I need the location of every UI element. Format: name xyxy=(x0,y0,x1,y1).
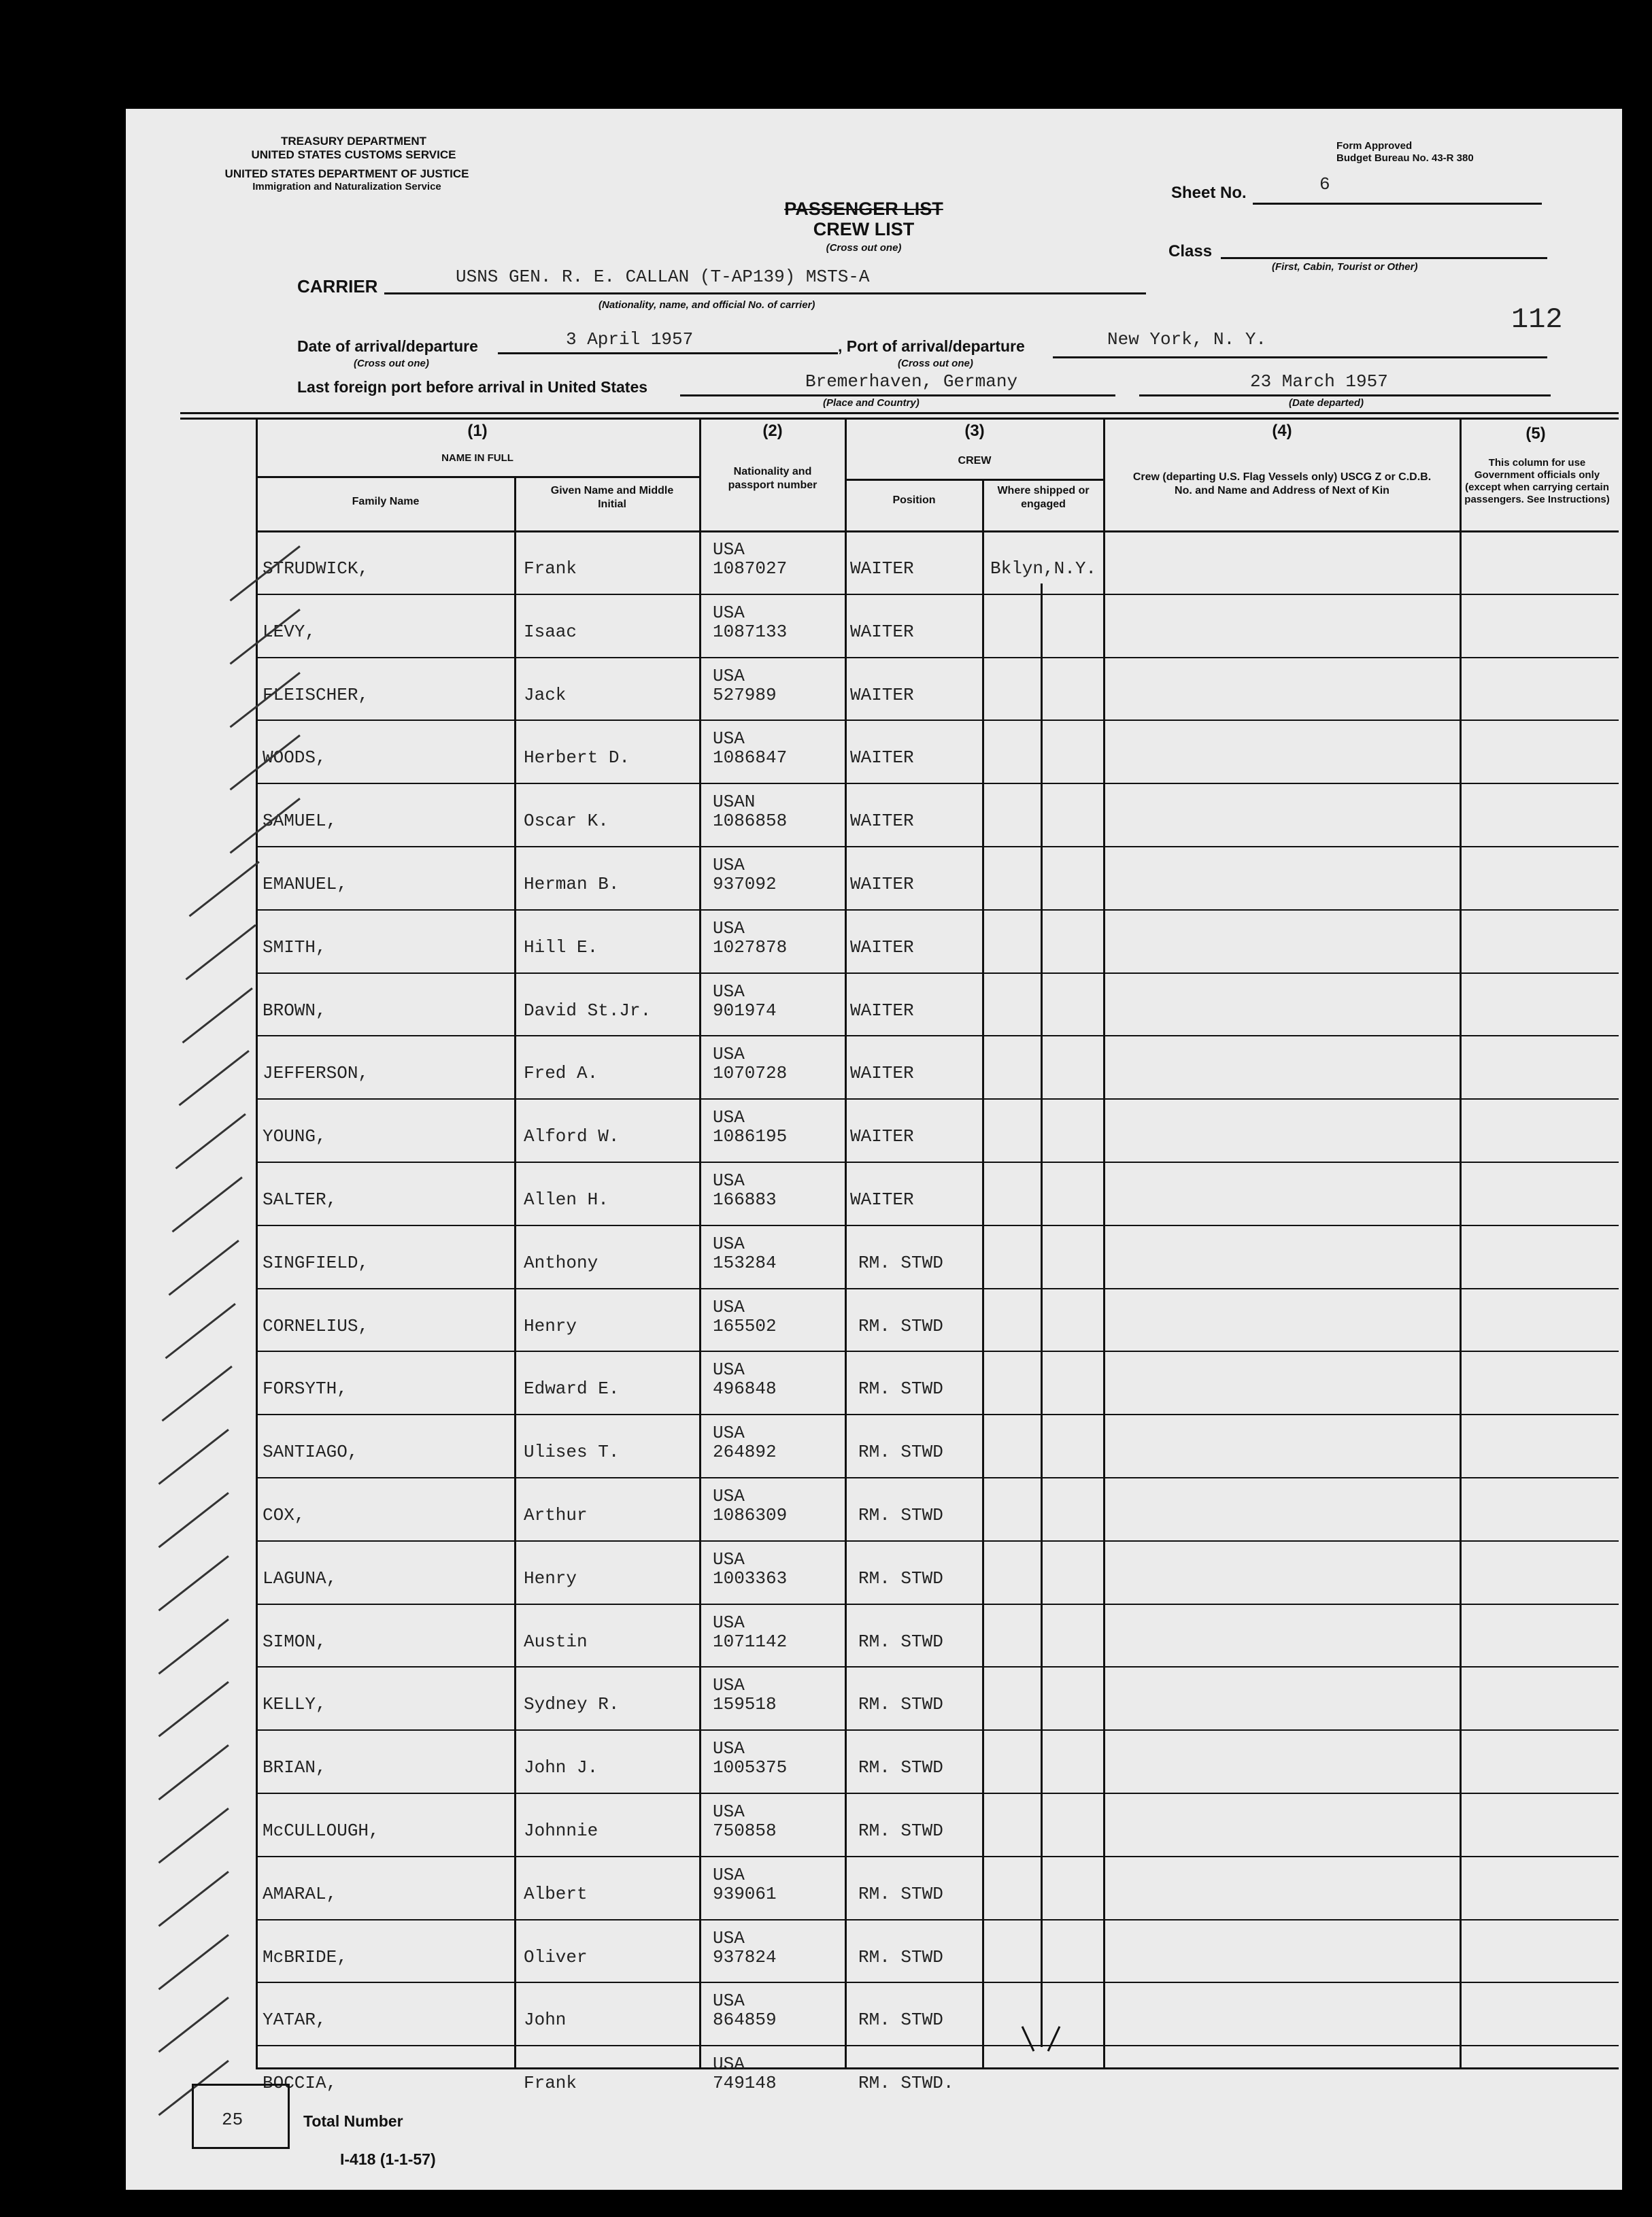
family-name: LEVY, xyxy=(263,622,316,642)
col1a-header: Family Name xyxy=(352,496,420,507)
passport-number: 1005375 xyxy=(713,1757,788,1778)
last-port-label: Last foreign port before arrival in United States xyxy=(297,378,648,396)
family-name: YOUNG, xyxy=(263,1126,326,1147)
family-name: STRUDWICK, xyxy=(263,558,369,579)
title-crew-list: CREW LIST xyxy=(813,219,915,239)
agency-line-3: UNITED STATES DEPARTMENT OF JUSTICE xyxy=(224,167,469,180)
passport-number: 1086858 xyxy=(713,811,788,831)
nationality: USA xyxy=(713,918,745,938)
nationality: USA xyxy=(713,1297,745,1317)
passport-number: 937092 xyxy=(713,874,777,894)
nationality: USA xyxy=(713,1928,745,1948)
total-value: 25 xyxy=(222,2110,243,2130)
nationality: USA xyxy=(713,728,745,749)
row-rule xyxy=(256,594,1619,595)
ditto-arrow-line xyxy=(1041,583,1043,2047)
col1b-header: Given Name and Middle Initial xyxy=(550,485,674,510)
nationality: USA xyxy=(713,1486,745,1506)
position: WAITER xyxy=(850,622,914,642)
table-vline-left xyxy=(256,418,258,2069)
row-rule xyxy=(256,1793,1619,1794)
row-rule xyxy=(256,1729,1619,1731)
given-name: Henry xyxy=(524,1316,577,1336)
position: RM. STWD xyxy=(858,1316,943,1336)
position: RM. STWD xyxy=(858,2010,943,2030)
position: WAITER xyxy=(850,1126,914,1147)
table-vline-2-3 xyxy=(845,418,847,2069)
given-name: Ulises T. xyxy=(524,1442,620,1462)
col3b-header: Where shipped or engaged xyxy=(997,485,1090,510)
passport-number: 1071142 xyxy=(713,1631,788,1652)
passport-number: 1087133 xyxy=(713,622,788,642)
position: RM. STWD xyxy=(858,1568,943,1589)
nationality: USA xyxy=(713,1234,745,1254)
family-name: AMARAL, xyxy=(263,1884,337,1904)
family-name: FORSYTH, xyxy=(263,1378,348,1399)
table-bottom-rule xyxy=(256,2067,1619,2069)
position: RM. STWD xyxy=(858,1821,943,1841)
passport-number: 750858 xyxy=(713,1821,777,1841)
nationality: USA xyxy=(713,1107,745,1128)
row-rule xyxy=(256,1604,1619,1605)
family-name: McBRIDE, xyxy=(263,1947,348,1967)
passport-number: 1086195 xyxy=(713,1126,788,1147)
position: RM. STWD xyxy=(858,1757,943,1778)
date-departed-underline xyxy=(1139,394,1551,396)
position: WAITER xyxy=(850,811,914,831)
row-rule xyxy=(256,1288,1619,1289)
passport-number: 901974 xyxy=(713,1000,777,1021)
row-rule xyxy=(256,1351,1619,1352)
position: WAITER xyxy=(850,685,914,705)
position: WAITER xyxy=(850,874,914,894)
passport-number: 1087027 xyxy=(713,558,788,579)
family-name: SINGFIELD, xyxy=(263,1253,369,1273)
family-name: McCULLOUGH, xyxy=(263,1821,380,1841)
row-rule xyxy=(256,1225,1619,1226)
date-departed-note: (Date departed) xyxy=(1289,397,1364,409)
title-struck: PASSENGER LIST xyxy=(784,199,943,219)
col1-title: NAME IN FULL xyxy=(441,452,513,464)
nationality: USA xyxy=(713,1044,745,1064)
given-name: Hill E. xyxy=(524,937,599,958)
nationality: USA xyxy=(713,1423,745,1443)
given-name: Anthony xyxy=(524,1253,599,1273)
family-name: BOCCIA, xyxy=(263,2073,337,2093)
total-label: Total Number xyxy=(303,2112,403,2130)
nationality: USA xyxy=(713,603,745,623)
given-name: Edward E. xyxy=(524,1378,620,1399)
position: WAITER xyxy=(850,937,914,958)
port-value: New York, N. Y. xyxy=(1107,329,1267,350)
title-cross-note: (Cross out one) xyxy=(826,242,902,254)
nationality: USA xyxy=(713,1549,745,1570)
budget-bureau: Budget Bureau No. 43-R 380 xyxy=(1336,152,1474,164)
date-departed-value: 23 March 1957 xyxy=(1250,371,1388,392)
position: RM. STWD xyxy=(858,1884,943,1904)
given-name: Sydney R. xyxy=(524,1694,620,1714)
date-note: (Cross out one) xyxy=(354,358,429,369)
family-name: SALTER, xyxy=(263,1189,337,1210)
col3-subheader-rule xyxy=(845,479,1105,481)
date-underline xyxy=(498,352,838,354)
col4-title: Crew (departing U.S. Flag Vessels only) USCG Z or C.D.B. No. and Name and Address of Next of Kin xyxy=(1132,471,1432,496)
family-name: YATAR, xyxy=(263,2010,326,2030)
position: RM. STWD xyxy=(858,1253,943,1273)
row-rule xyxy=(256,1035,1619,1036)
table-vline-4-5 xyxy=(1460,418,1462,2069)
family-name: EMANUEL, xyxy=(263,874,348,894)
position: RM. STWD xyxy=(858,1442,943,1462)
form-approved: Form Approved xyxy=(1336,140,1413,152)
row-rule xyxy=(256,2045,1619,2046)
nationality: USA xyxy=(713,666,745,686)
carrier-note: (Nationality, name, and official No. of carrier) xyxy=(599,299,815,311)
given-name: Herman B. xyxy=(524,874,620,894)
agency-line-2: UNITED STATES CUSTOMS SERVICE xyxy=(251,148,456,161)
shipped-from: Bklyn,N.Y. xyxy=(990,558,1097,579)
last-port-note: (Place and Country) xyxy=(823,397,920,409)
position: WAITER xyxy=(850,558,914,579)
passport-number: 939061 xyxy=(713,1884,777,1904)
agency-line-4: Immigration and Naturalization Service xyxy=(252,181,441,192)
family-name: WOODS, xyxy=(263,747,326,768)
family-name: SMITH, xyxy=(263,937,326,958)
date-label: Date of arrival/departure xyxy=(297,337,478,355)
date-value: 3 April 1957 xyxy=(566,329,694,350)
carrier-underline xyxy=(384,292,1146,294)
given-name: Herbert D. xyxy=(524,747,630,768)
passport-number: 159518 xyxy=(713,1694,777,1714)
table-vline-1-2 xyxy=(699,418,701,2069)
passport-number: 1086847 xyxy=(713,747,788,768)
class-label: Class xyxy=(1168,242,1213,260)
passport-number: 527989 xyxy=(713,685,777,705)
nationality: USA xyxy=(713,1738,745,1759)
row-rule xyxy=(256,1098,1619,1100)
family-name: SAMUEL, xyxy=(263,811,337,831)
given-name: Henry xyxy=(524,1568,577,1589)
passport-number: 937824 xyxy=(713,1947,777,1967)
position: RM. STWD. xyxy=(858,2073,954,2093)
given-name: Austin xyxy=(524,1631,588,1652)
col5-number: (5) xyxy=(1525,424,1546,443)
port-label: , Port of arrival/departure xyxy=(838,337,1025,355)
position: RM. STWD xyxy=(858,1694,943,1714)
given-name: Albert xyxy=(524,1884,588,1904)
col5-title: This column for use Government officials only (except when carrying certain passengers. See Instructions) xyxy=(1464,457,1610,505)
last-port-value: Bremerhaven, Germany xyxy=(805,371,1018,392)
nationality: USA xyxy=(713,539,745,560)
port-underline xyxy=(1053,356,1547,358)
row-rule xyxy=(256,1982,1619,1983)
carrier-value: USNS GEN. R. E. CALLAN (T-AP139) MSTS-A xyxy=(456,267,870,287)
row-rule xyxy=(256,1540,1619,1542)
table-top-rule-1 xyxy=(180,412,1619,414)
port-note: (Cross out one) xyxy=(898,358,973,369)
row-rule xyxy=(256,846,1619,847)
class-underline xyxy=(1221,257,1547,259)
position: RM. STWD xyxy=(858,1378,943,1399)
table-vline-1a-1b xyxy=(514,476,516,2069)
passport-number: 496848 xyxy=(713,1378,777,1399)
page-number: 112 xyxy=(1511,303,1563,336)
given-name: Alford W. xyxy=(524,1126,620,1147)
passport-number: 864859 xyxy=(713,2010,777,2030)
given-name: Fred A. xyxy=(524,1063,599,1083)
col4-number: (4) xyxy=(1272,422,1292,440)
nationality: USA xyxy=(713,1991,745,2011)
col2-number: (2) xyxy=(762,422,783,440)
position: WAITER xyxy=(850,1063,914,1083)
row-rule xyxy=(256,1919,1619,1920)
given-name: Arthur xyxy=(524,1505,588,1525)
given-name: Jack xyxy=(524,685,567,705)
nationality: USAN xyxy=(713,792,756,812)
family-name: SANTIAGO, xyxy=(263,1442,358,1462)
document-page xyxy=(126,109,1622,2190)
given-name: John J. xyxy=(524,1757,599,1778)
family-name: BROWN, xyxy=(263,1000,326,1021)
passport-number: 153284 xyxy=(713,1253,777,1273)
col3-title: CREW xyxy=(958,455,992,467)
family-name: KELLY, xyxy=(263,1694,326,1714)
nationality: USA xyxy=(713,1359,745,1380)
given-name: John xyxy=(524,2010,567,2030)
col3-number: (3) xyxy=(964,422,985,440)
nationality: USA xyxy=(713,2054,745,2074)
position: WAITER xyxy=(850,747,914,768)
row-rule xyxy=(256,783,1619,784)
passport-number: 165502 xyxy=(713,1316,777,1336)
given-name: Frank xyxy=(524,2073,577,2093)
row-rule xyxy=(256,1162,1619,1163)
nationality: USA xyxy=(713,1612,745,1633)
carrier-label: CARRIER xyxy=(297,276,378,297)
col1-subheader-rule xyxy=(256,476,701,478)
row-rule xyxy=(256,1414,1619,1415)
row-rule xyxy=(256,1477,1619,1478)
col2-title: Nationality and passport number xyxy=(728,466,817,491)
col3a-header: Position xyxy=(892,494,936,506)
family-name: FLEISCHER, xyxy=(263,685,369,705)
family-name: LAGUNA, xyxy=(263,1568,337,1589)
position: WAITER xyxy=(850,1000,914,1021)
nationality: USA xyxy=(713,981,745,1002)
family-name: SIMON, xyxy=(263,1631,326,1652)
position: RM. STWD xyxy=(858,1947,943,1967)
passport-number: 1003363 xyxy=(713,1568,788,1589)
given-name: Johnnie xyxy=(524,1821,599,1841)
family-name: BRIAN, xyxy=(263,1757,326,1778)
row-rule xyxy=(256,657,1619,658)
nationality: USA xyxy=(713,855,745,875)
nationality: USA xyxy=(713,1801,745,1822)
passport-number: 1086309 xyxy=(713,1505,788,1525)
header-bottom-rule xyxy=(256,530,1619,532)
position: RM. STWD xyxy=(858,1631,943,1652)
nationality: USA xyxy=(713,1675,745,1695)
given-name: David St.Jr. xyxy=(524,1000,652,1021)
family-name: CORNELIUS, xyxy=(263,1316,369,1336)
given-name: Frank xyxy=(524,558,577,579)
given-name: Isaac xyxy=(524,622,577,642)
table-top-rule-2 xyxy=(180,418,1619,420)
passport-number: 264892 xyxy=(713,1442,777,1462)
passport-number: 749148 xyxy=(713,2073,777,2093)
row-rule xyxy=(256,1666,1619,1668)
class-note: (First, Cabin, Tourist or Other) xyxy=(1272,261,1418,273)
given-name: Oliver xyxy=(524,1947,588,1967)
given-name: Oscar K. xyxy=(524,811,609,831)
sheet-underline xyxy=(1253,203,1542,205)
given-name: Allen H. xyxy=(524,1189,609,1210)
last-port-underline xyxy=(680,394,1115,396)
table-vline-3a-3b xyxy=(982,479,984,2069)
form-id: I-418 (1-1-57) xyxy=(340,2150,436,2168)
row-rule xyxy=(256,720,1619,721)
row-rule xyxy=(256,972,1619,974)
family-name: JEFFERSON, xyxy=(263,1063,369,1083)
agency-line-1: TREASURY DEPARTMENT xyxy=(280,135,427,148)
passport-number: 1027878 xyxy=(713,937,788,958)
row-rule xyxy=(256,1856,1619,1857)
table-vline-3-4 xyxy=(1103,418,1105,2069)
sheet-value: 6 xyxy=(1319,174,1330,194)
passport-number: 1070728 xyxy=(713,1063,788,1083)
row-rule xyxy=(256,909,1619,911)
position: RM. STWD xyxy=(858,1505,943,1525)
nationality: USA xyxy=(713,1170,745,1191)
sheet-label: Sheet No. xyxy=(1171,184,1247,202)
passport-number: 166883 xyxy=(713,1189,777,1210)
col1-number: (1) xyxy=(467,422,488,440)
family-name: COX, xyxy=(263,1505,305,1525)
position: WAITER xyxy=(850,1189,914,1210)
nationality: USA xyxy=(713,1865,745,1885)
